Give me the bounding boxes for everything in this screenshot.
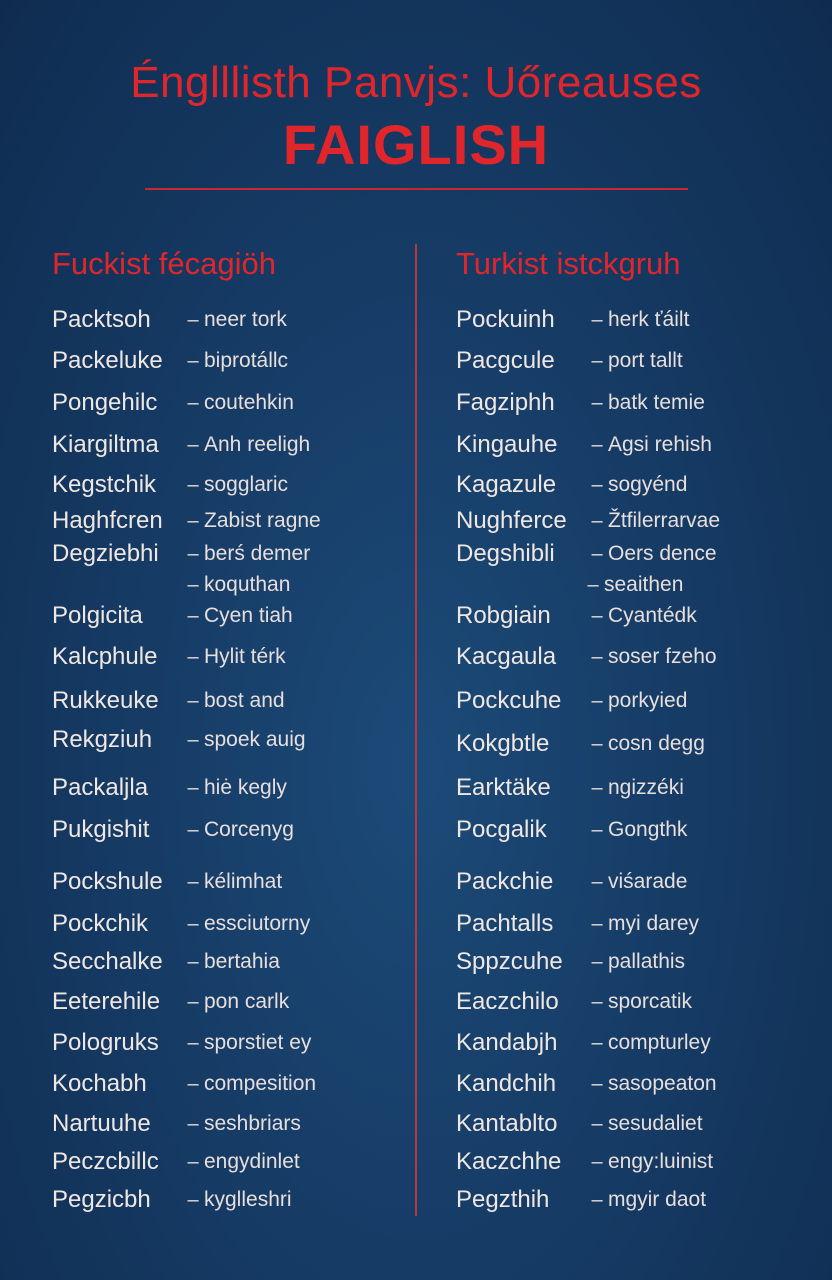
separator-dash: –	[187, 604, 199, 627]
definition: bertahia	[204, 950, 280, 973]
title-rule	[145, 188, 688, 190]
list-item	[456, 772, 684, 804]
definition: Cyantédk	[608, 604, 697, 627]
separator-dash: –	[591, 1112, 603, 1135]
separator-dash: –	[187, 912, 199, 935]
term: Sppzcuhe	[456, 948, 563, 975]
separator-dash: –	[591, 391, 603, 414]
definition: Corcenyg	[204, 818, 294, 841]
definition: cosn degg	[608, 732, 705, 755]
left-column-heading: Fuckist fécagiöh	[52, 246, 276, 281]
separator-dash: –	[591, 1072, 603, 1095]
separator-dash: –	[587, 573, 599, 596]
definition: sesudaliet	[608, 1112, 703, 1135]
list-item	[456, 1184, 706, 1216]
list-item	[52, 345, 288, 377]
separator-dash: –	[187, 1188, 199, 1211]
separator-dash: –	[591, 308, 603, 331]
definition: neer tork	[204, 308, 287, 331]
separator-dash: –	[187, 1150, 199, 1173]
list-item	[456, 946, 685, 978]
list-item	[52, 724, 306, 756]
list-item	[456, 387, 705, 419]
list-item-continuation	[182, 570, 290, 600]
term: Secchalke	[52, 948, 163, 975]
separator-dash: –	[187, 870, 199, 893]
term: Rukkeuke	[52, 687, 159, 714]
definition: engydinlet	[204, 1150, 300, 1173]
separator-dash: –	[591, 1031, 603, 1054]
list-item	[456, 505, 720, 537]
definition: sporstiet ey	[204, 1031, 312, 1054]
definition: spoek auig	[204, 728, 306, 751]
separator-dash: –	[591, 776, 603, 799]
separator-dash: –	[591, 912, 603, 935]
list-item	[52, 908, 310, 940]
separator-dash: –	[187, 308, 199, 331]
definition: coutehkin	[204, 391, 294, 414]
term: Kacgaula	[456, 643, 557, 670]
list-item	[52, 429, 310, 461]
separator-dash: –	[591, 818, 603, 841]
term: Pocgalik	[456, 816, 547, 843]
separator-dash: –	[591, 509, 603, 532]
definition: hiė kegly	[204, 776, 287, 799]
list-item	[456, 1146, 713, 1178]
list-item	[52, 1108, 301, 1140]
term: Degziebhi	[52, 540, 159, 567]
list-item	[52, 469, 288, 501]
list-item	[456, 814, 687, 846]
definition: koquthan	[204, 573, 291, 596]
definition: pon carlk	[204, 990, 290, 1013]
term: Kagazule	[456, 471, 557, 498]
definition: sasopeaton	[608, 1072, 717, 1095]
definition: porkyied	[608, 689, 688, 712]
list-item	[456, 600, 697, 632]
definition: Anh reeligh	[204, 433, 311, 456]
separator-dash: –	[187, 1072, 199, 1095]
term: Pockuinh	[456, 306, 555, 333]
term: Pockshule	[52, 868, 163, 895]
definition: compesition	[204, 1072, 317, 1095]
term: Kokgbtle	[456, 730, 550, 757]
term: Kandabjh	[456, 1029, 558, 1056]
list-item	[52, 505, 321, 537]
list-item	[456, 304, 689, 336]
definition: seshbriars	[204, 1112, 301, 1135]
term: Rekgziuh	[52, 726, 153, 753]
term: Kalcphule	[52, 643, 158, 670]
list-item	[456, 641, 717, 673]
term: Kiargiltma	[52, 431, 159, 458]
definition: Zabist ragne	[204, 509, 321, 532]
separator-dash: –	[187, 689, 199, 712]
page-title: Énglllisth Panvjs: Uőreauses	[130, 58, 702, 107]
list-item	[456, 866, 687, 898]
term: Polgicita	[52, 602, 143, 629]
separator-dash: –	[591, 870, 603, 893]
separator-dash: –	[187, 391, 199, 414]
definition: essciutorny	[204, 912, 311, 935]
term: Packtsoh	[52, 306, 151, 333]
list-item	[456, 469, 687, 501]
definition: Oers dence	[608, 542, 717, 565]
term: Pachtalls	[456, 910, 554, 937]
separator-dash: –	[187, 1112, 199, 1135]
separator-dash: –	[591, 1188, 603, 1211]
term: Packaljla	[52, 774, 149, 801]
list-item	[456, 429, 712, 461]
definition: engy:luinist	[608, 1150, 714, 1173]
list-item	[456, 728, 705, 760]
list-item	[52, 772, 287, 804]
list-item	[52, 600, 293, 632]
list-item	[52, 986, 289, 1018]
separator-dash: –	[591, 645, 603, 668]
list-item	[52, 946, 280, 978]
term: Eaczchilo	[456, 988, 559, 1015]
separator-dash: –	[187, 990, 199, 1013]
term: Nartuuhe	[52, 1110, 151, 1137]
term: Haghfcren	[52, 507, 163, 534]
definition: sogyénd	[608, 473, 688, 496]
definition: seaithen	[604, 573, 684, 596]
definition: ngizzéki	[608, 776, 684, 799]
definition: port tallt	[608, 349, 683, 372]
separator-dash: –	[591, 1150, 603, 1173]
term: Packchie	[456, 868, 554, 895]
term: Kegstchik	[52, 471, 157, 498]
separator-dash: –	[187, 573, 199, 596]
separator-dash: –	[591, 542, 603, 565]
list-item	[52, 538, 310, 570]
term: Nughferce	[456, 507, 567, 534]
separator-dash: –	[591, 604, 603, 627]
term: Pologruks	[52, 1029, 159, 1056]
separator-dash: –	[187, 645, 199, 668]
definition: Cyen tiah	[204, 604, 293, 627]
list-item	[52, 1068, 316, 1100]
list-item	[52, 1184, 292, 1216]
term: Eeterehile	[52, 988, 161, 1015]
separator-dash: –	[591, 473, 603, 496]
page-subtitle: FAIGLISH	[282, 113, 550, 176]
list-item	[456, 1068, 717, 1100]
list-item	[52, 387, 294, 419]
term: Robgiain	[456, 602, 551, 629]
definition: mgyir daot	[608, 1188, 707, 1211]
list-item	[456, 908, 699, 940]
separator-dash: –	[187, 542, 199, 565]
separator-dash: –	[187, 509, 199, 532]
separator-dash: –	[187, 1031, 199, 1054]
definition: kyglleshri	[204, 1188, 292, 1211]
separator-dash: –	[187, 950, 199, 973]
list-item	[52, 641, 286, 673]
term: Pegzthih	[456, 1186, 550, 1213]
separator-dash: –	[591, 950, 603, 973]
term: Pacgcule	[456, 347, 555, 374]
term: Kandchih	[456, 1070, 557, 1097]
term: Pockchik	[52, 910, 149, 937]
separator-dash: –	[187, 776, 199, 799]
separator-dash: –	[591, 689, 603, 712]
list-item	[52, 814, 294, 846]
term: Kaczchhe	[456, 1148, 562, 1175]
separator-dash: –	[187, 433, 199, 456]
definition: Hylit térk	[204, 645, 286, 668]
definition: myi darey	[608, 912, 700, 935]
term: Pockcuhe	[456, 687, 562, 714]
definition: Gongthk	[608, 818, 688, 841]
definition: viśarade	[608, 870, 688, 893]
definition: sogglaric	[204, 473, 289, 496]
term: Pukgishit	[52, 816, 150, 843]
separator-dash: –	[591, 433, 603, 456]
term: Kingauhe	[456, 431, 558, 458]
term: Degshibli	[456, 540, 555, 567]
list-item	[456, 1027, 711, 1059]
list-item	[456, 345, 683, 377]
list-item	[52, 1146, 300, 1178]
list-item	[52, 304, 287, 336]
term: Pegzicbh	[52, 1186, 151, 1213]
definition: herk ťáilt	[608, 308, 690, 331]
term: Packeluke	[52, 347, 163, 374]
definition: Agsi rehish	[608, 433, 712, 456]
definition: kélimhat	[204, 870, 283, 893]
definition: berś demer	[204, 542, 311, 565]
list-item	[456, 986, 692, 1018]
column-divider	[415, 244, 417, 1216]
list-item	[52, 866, 282, 898]
definition: soser fzeho	[608, 645, 717, 668]
list-item	[456, 1108, 703, 1140]
definition: batk temie	[608, 391, 705, 414]
definition: sporcatik	[608, 990, 693, 1013]
term: Kantablto	[456, 1110, 558, 1137]
separator-dash: –	[591, 732, 603, 755]
list-item-continuation	[582, 570, 683, 600]
separator-dash: –	[591, 990, 603, 1013]
separator-dash: –	[187, 473, 199, 496]
definition: pallathis	[608, 950, 686, 973]
list-item	[52, 1027, 311, 1059]
right-column-heading: Turkist istckgruh	[456, 246, 681, 281]
term: Pongehilc	[52, 389, 158, 416]
separator-dash: –	[187, 349, 199, 372]
definition: Žtfilerrarvae	[608, 509, 721, 532]
term: Kochabh	[52, 1070, 147, 1097]
definition: bost and	[204, 689, 285, 712]
term: Fagziphh	[456, 389, 555, 416]
definition: compturley	[608, 1031, 711, 1054]
term: Earktäke	[456, 774, 551, 801]
term: Peczcbillc	[52, 1148, 159, 1175]
definition: biprotállc	[204, 349, 289, 372]
separator-dash: –	[187, 818, 199, 841]
separator-dash: –	[591, 349, 603, 372]
separator-dash: –	[187, 728, 199, 751]
list-item	[456, 685, 687, 717]
list-item	[456, 538, 717, 570]
list-item	[52, 685, 285, 717]
